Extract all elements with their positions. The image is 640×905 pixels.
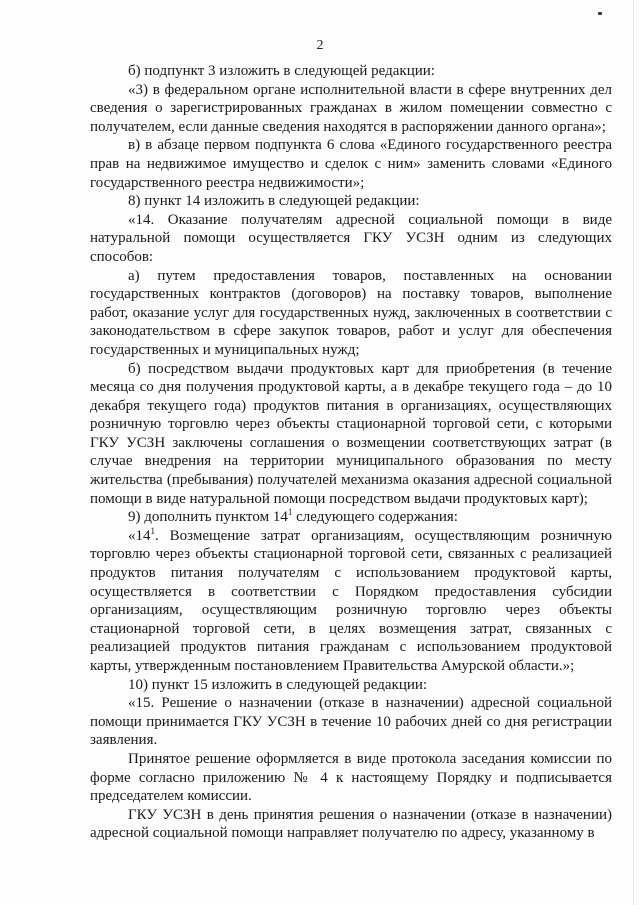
paragraph-9-post: . Возмещение затрат организациям, осуществляющим розничную торговлю через объекты стационарной торговой сети, связанных с реализацией продуктов питания получателям с использованием продуктовой карты, осуществляется в соответствии с Порядком предоставления субсидии организациям, осуществляющим розничную торговлю через объекты стационарной торговой сети, в целях возмещения затрат, связанных с реализацией продуктов питания гражданам с использованием продуктовой карты, утвержденным постановлением Правительства Амурской области.»;: [90, 527, 612, 674]
paragraph-2: «3) в федеральном органе исполнительной власти в сфере внутренних дел сведения о зарегистрированных гражданах в жилом помещении совместно с получателем, если данные сведения находятся в распоряжении данного органа»;: [90, 81, 612, 135]
paragraph-10: 10) пункт 15 изложить в следующей редакции:: [128, 676, 428, 693]
paragraph-8-sup: 1: [287, 507, 293, 518]
paragraph-9: [90, 527, 612, 676]
paragraph-9-pre: «14: [128, 527, 151, 544]
scan-mark: [598, 12, 602, 15]
paragraph-6: а) путем предоставления товаров, поставленных на основании государственных контрактов (договоров) на поставку товаров, выполнение работ, оказание услуг для государственных нужд, заключенных в соответствии с законодательством в сфере закупок товаров, работ и услуг для обеспечения государственных и муниципальных нужд;: [90, 267, 612, 358]
paragraph-3: в) в абзаце первом подпункта 6 слова «Единого государственного реестра прав на недвижимое имущество и сделок с ним» заменить словами «Единого государственного реестра недвижимости»;: [90, 137, 612, 191]
paragraph-4: 8) пункт 14 изложить в следующей редакции:: [128, 193, 420, 210]
paragraph-5: «14. Оказание получателям адресной социальной помощи в виде натуральной помощи осуществляется ГКУ УСЗН одним из следующих способов:: [90, 211, 612, 265]
page-number: 2: [316, 38, 324, 53]
paragraph-13: ГКУ УСЗН в день принятия решения о назначении (отказе в назначении) адресной социальной помощи направляет получателю по адресу, указанному в: [90, 806, 612, 842]
document-body: [90, 62, 612, 843]
paragraph-8: [90, 508, 612, 527]
paragraph-11: «15. Решение о назначении (отказе в назначении) адресной социальной помощи принимается ГКУ УСЗН в течение 10 рабочих дней со дня регистрации заявления.: [90, 695, 612, 749]
paragraph-9-sup: 1: [150, 525, 155, 536]
paragraph-1: б) подпункт 3 изложить в следующей редакции:: [128, 63, 435, 79]
paragraph-7: б) посредством выдачи продуктовых карт для приобретения (в течение месяца со дня получения продуктовой карты, а в декабре текущего года – до 10 декабря текущего года) продуктов питания в организациях, осуществляющих розничную торговлю через объекты стационарной торговой сети, с которыми ГКУ УСЗН заключены соглашения о возмещении соответствующих затрат (в случае внедрения на территории муниципального образования по месту жительства (пребывания) получателей механизма оказания адресной социальной помощи в виде натуральной помощи посредством выдачи продуктовых карт);: [90, 360, 612, 507]
paragraph-8-post: следующего содержания:: [292, 509, 458, 526]
paragraph-12: Принятое решение оформляется в виде протокола заседания комиссии по форме согласно приложению № 4 к настоящему Порядку и подписывается председателем комиссии.: [90, 750, 612, 805]
scan-edge: [633, 0, 634, 905]
paragraph-8-pre: 9) дополнить пунктом 14: [128, 509, 288, 526]
